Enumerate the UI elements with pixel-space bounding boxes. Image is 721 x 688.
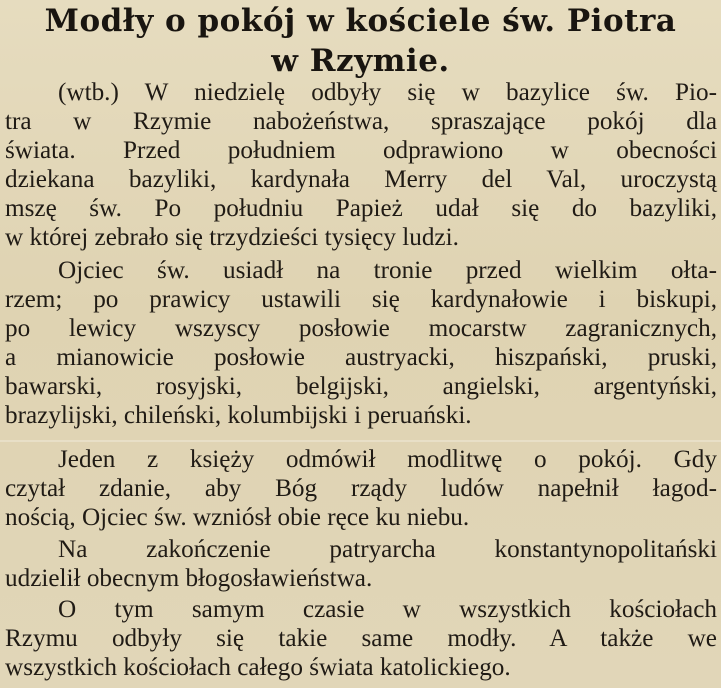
text-line: wszystkich kościołach całego świata katolickiego. xyxy=(5,654,511,681)
text-line: świata. Przed południem odprawiono w obecności xyxy=(5,137,717,164)
text-line: (wtb.) W niedzielę odbyły się w bazylice św. Pio- xyxy=(58,79,717,106)
text-line: brazylijski, chileński, kolumbijski i peruański. xyxy=(5,402,472,429)
text-line: rzem; po prawicy ustawili się kardynałowie i biskupi, xyxy=(5,286,717,313)
text-line: w której zebrało się trzydzieści tysięcy ludzi. xyxy=(5,224,459,251)
text-line: tra w Rzymie nabożeństwa, spraszające pokój dla xyxy=(5,108,717,135)
text-line: Na zakończenie patryarcha konstantynopolitański xyxy=(58,536,717,563)
text-line: Rzymu odbyły się takie same modły. A także we xyxy=(5,625,717,652)
text-line: nością, Ojciec św. wzniósł obie ręce ku niebu. xyxy=(5,504,470,531)
text-line: Ojciec św. usiadł na tronie przed wielkim ołta- xyxy=(58,257,717,284)
text-line: a mianowicie posłowie austryacki, hiszpański, pruski, xyxy=(5,344,717,371)
paper-fold xyxy=(0,440,721,442)
text-line: bawarski, rosyjski, belgijski, angielski, argentyński, xyxy=(5,373,717,400)
text-line: Jeden z księży odmówił modlitwę o pokój. Gdy xyxy=(58,446,717,473)
headline-line-2: w Rzymie. xyxy=(271,43,450,79)
text-line: udzielił obecnym błogosławieństwa. xyxy=(5,565,373,592)
text-line: O tym samym czasie w wszystkich kościołach xyxy=(58,596,717,623)
text-line: dziekana bazyliki, kardynała Merry del Val, uroczystą xyxy=(5,166,717,193)
text-line: po lewicy wszyscy posłowie mocarstw zagranicznych, xyxy=(5,315,717,342)
headline-line-1: Modły o pokój w kościele św. Piotra xyxy=(44,3,677,39)
text-line: mszę św. Po południu Papież udał się do bazyliki, xyxy=(5,195,717,222)
text-line: czytał zdanie, aby Bóg rządy ludów napełnił łagod- xyxy=(5,475,717,502)
